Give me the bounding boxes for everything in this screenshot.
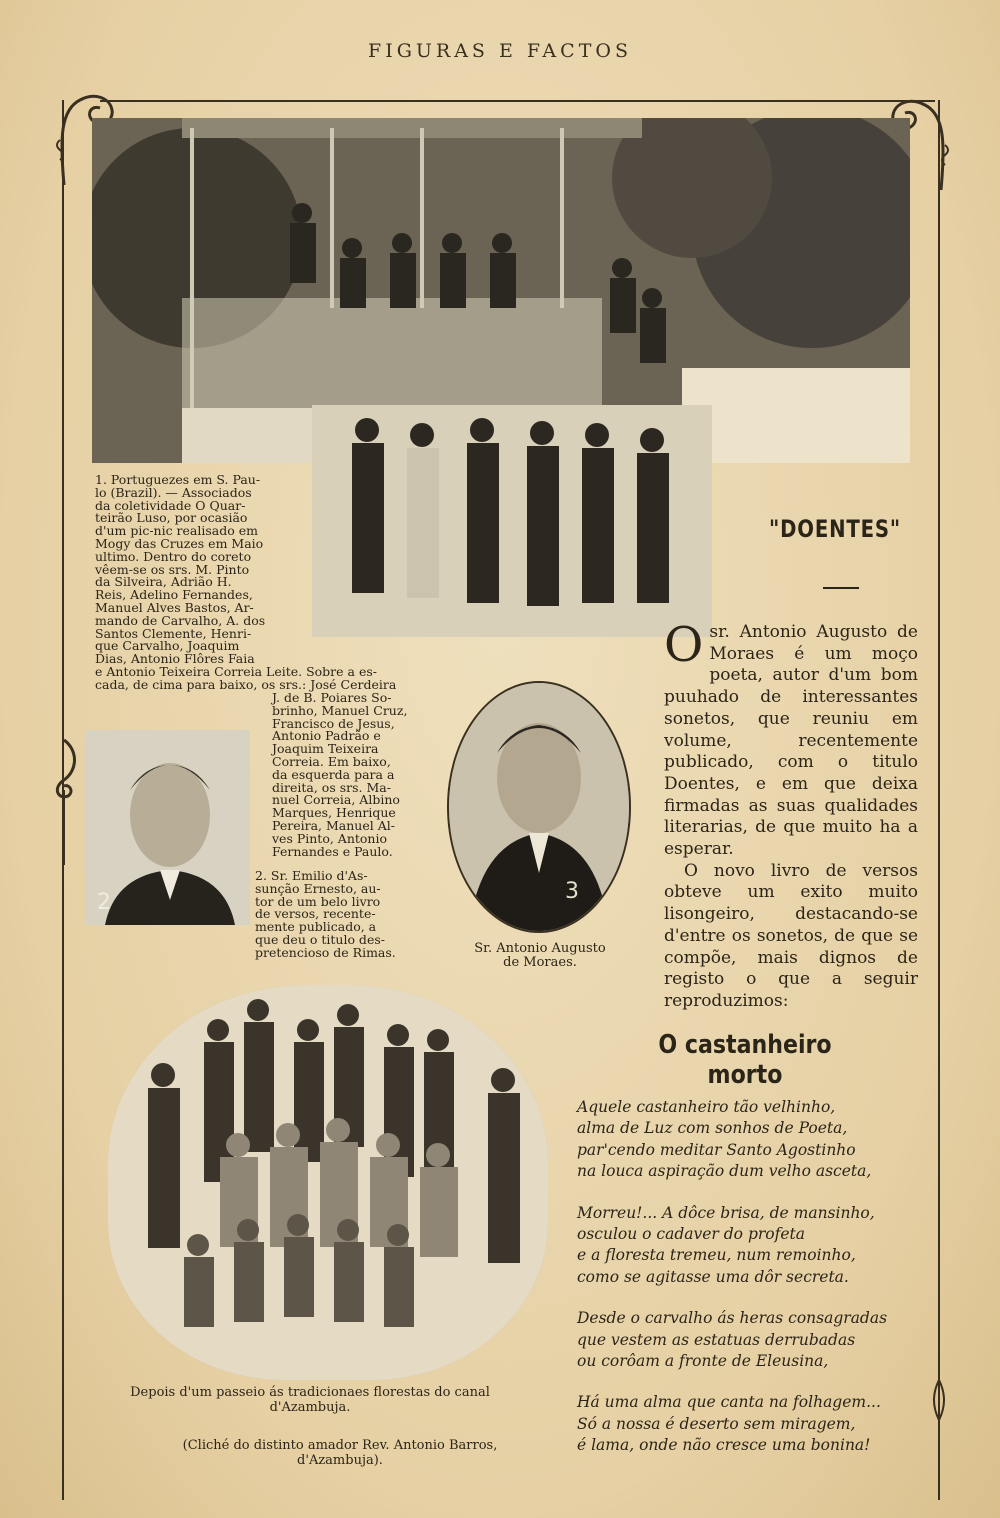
portrait-moraes-illustration	[449, 683, 629, 931]
caption-line: da coletividade O Quar-	[95, 497, 246, 513]
caption-line: vêem-se os srs. M. Pinto	[95, 561, 250, 577]
caption-line: direita, os srs. Ma-	[272, 779, 391, 795]
photo-number-2: 2	[97, 890, 111, 915]
caption-bandstand-continued	[272, 692, 442, 858]
title-rule	[823, 587, 859, 589]
left-mid-ornament-icon	[48, 730, 88, 870]
poem-line: e a floresta tremeu, num remoinho,	[577, 1246, 856, 1265]
masthead: FIGURAS E FACTOS	[368, 40, 632, 62]
caption-line: que Carvalho, Joaquim	[95, 638, 240, 654]
article-paragraph-1: sr. Antonio Augusto de Moraes é um moço poeta, autor d'um bom puuhado de interessantes sonetos, que reuniu em volume, recentemente publicado, com o titulo Doentes, e em que deixa firmadas as suas qualidades literarias, de que muito ha a esperar.	[664, 622, 918, 860]
caption-line: d'Azambuja.	[269, 1400, 351, 1415]
caption-line: Pereira, Manuel Al-	[272, 817, 395, 833]
caption-line: ultimo. Dentro do coreto	[95, 548, 252, 564]
poem	[577, 1097, 917, 1477]
caption-line: d'Azambuja).	[297, 1453, 383, 1468]
caption-line: pretencioso de Rimas.	[255, 944, 396, 960]
azambuja-group-photo	[108, 985, 548, 1380]
caption-line: teirão Luso, por ocasião	[95, 510, 248, 526]
caption-line: 2. Sr. Emilio d'As-	[255, 868, 368, 883]
poem-line: Morreu!... A dôce brisa, de mansinho,	[577, 1203, 875, 1222]
poem-line: é lama, onde não cresce uma bonina!	[577, 1436, 871, 1455]
azambuja-caption	[100, 1385, 520, 1415]
article-body	[664, 617, 918, 1013]
frame-top-rule	[100, 100, 935, 102]
photo-credit	[150, 1438, 530, 1468]
caption-line: Antonio Padrão e	[272, 728, 381, 744]
poem-line: Há uma alma que canta na folhagem...	[577, 1393, 881, 1412]
frame-right-rule	[938, 100, 940, 1500]
azambuja-group-illustration	[108, 985, 548, 1380]
caption-line: sunção Ernesto, au-	[255, 880, 381, 896]
caption-line: cada, de cima para baixo, os srs.: José Cerdeira	[95, 676, 397, 692]
caption-line: e Antonio Teixeira Correia Leite. Sobre a es-	[95, 663, 377, 679]
poem-line: como se agitasse uma dôr secreta.	[577, 1267, 849, 1286]
caption-line: Fernandes e Paulo.	[272, 843, 393, 859]
poem-stanza	[577, 1203, 917, 1289]
caption-line: ves Pinto, Antonio	[272, 830, 388, 846]
poem-title: O castanheiro morto	[658, 1030, 832, 1090]
caption-line: Dias, Antonio Flôres Faia	[95, 651, 255, 667]
poem-stanza	[577, 1308, 917, 1372]
caption-line: (Cliché do distinto amador Rev. Antonio Barros,	[182, 1438, 498, 1453]
photo-number-3: 3	[565, 879, 579, 904]
caption-bandstand	[95, 474, 535, 692]
poem-line: Desde o carvalho ás heras consagradas	[577, 1309, 888, 1328]
poem-line: alma de Luz com sonhos de Poeta,	[577, 1119, 848, 1138]
caption-line: Francisco de Jesus,	[272, 715, 395, 731]
poem-stanza	[577, 1392, 917, 1456]
caption-line: Reis, Adelino Fernandes,	[95, 587, 253, 603]
bottom-right-ornament-icon	[925, 1380, 955, 1440]
poem-line: Aquele castanheiro tão velhinho,	[577, 1098, 836, 1116]
caption-line: Manuel Alves Bastos, Ar-	[95, 599, 254, 615]
portrait-moraes-caption	[450, 942, 630, 970]
caption-line: Mogy das Cruzes em Maio	[95, 535, 264, 551]
caption-line: Sr. Antonio Augusto	[474, 941, 606, 956]
caption-line: da esquerda para a	[272, 766, 395, 782]
caption-line: nuel Correia, Albino	[272, 792, 400, 808]
caption-line: d'um pic-nic realisado em	[95, 523, 259, 539]
portrait-emilio-photo	[85, 730, 250, 925]
poem-line: par'cendo meditar Santo Agostinho	[577, 1140, 856, 1159]
article-title: "DOENTES"	[769, 515, 901, 543]
article-paragraph-2: O novo livro de versos obteve um exito muito lisongeiro, destacando-se d'entre os sonetos, de que se compõe, mais dignos de registo o que a seguir reproduzimos:	[664, 860, 918, 1011]
poem-stanza	[577, 1097, 917, 1183]
caption-line: lo (Brazil). — Associados	[95, 484, 252, 500]
poem-line: Só a nossa é deserto sem miragem,	[577, 1414, 856, 1433]
caption-line: brinho, Manuel Cruz,	[272, 702, 408, 718]
caption-line: de versos, recente-	[255, 906, 376, 922]
caption-line: Santos Clemente, Henri-	[95, 625, 252, 641]
poem-line: osculou o cadaver do profeta	[577, 1225, 805, 1244]
caption-line: que deu o titulo des-	[255, 931, 385, 947]
poem-line: que vestem as estatuas derrubadas	[577, 1330, 856, 1349]
caption-line: J. de B. Poiares So-	[272, 690, 392, 705]
poem-line: ou corôam a fronte de Eleusina,	[577, 1352, 829, 1371]
caption-line: de Moraes.	[503, 955, 577, 970]
caption-line: Marques, Henrique	[272, 805, 396, 821]
caption-line: tor de um belo livro	[255, 893, 381, 909]
caption-line: da Silveira, Adrião H.	[95, 574, 232, 590]
caption-line: mente publicado, a	[255, 919, 377, 935]
poem-line: na louca aspiração dum velho asceta,	[577, 1162, 872, 1181]
portrait-moraes-photo	[449, 683, 629, 931]
caption-emilio	[255, 870, 435, 960]
caption-line: Joaquim Teixeira	[272, 741, 379, 757]
caption-line: 1. Portuguezes em S. Pau-	[95, 472, 261, 487]
caption-line: mando de Carvalho, A. dos	[95, 612, 266, 628]
caption-line: Depois d'um passeio ás tradicionaes florestas do canal	[130, 1385, 490, 1400]
caption-line: Correia. Em baixo,	[272, 753, 391, 769]
dropcap: O	[664, 617, 704, 673]
